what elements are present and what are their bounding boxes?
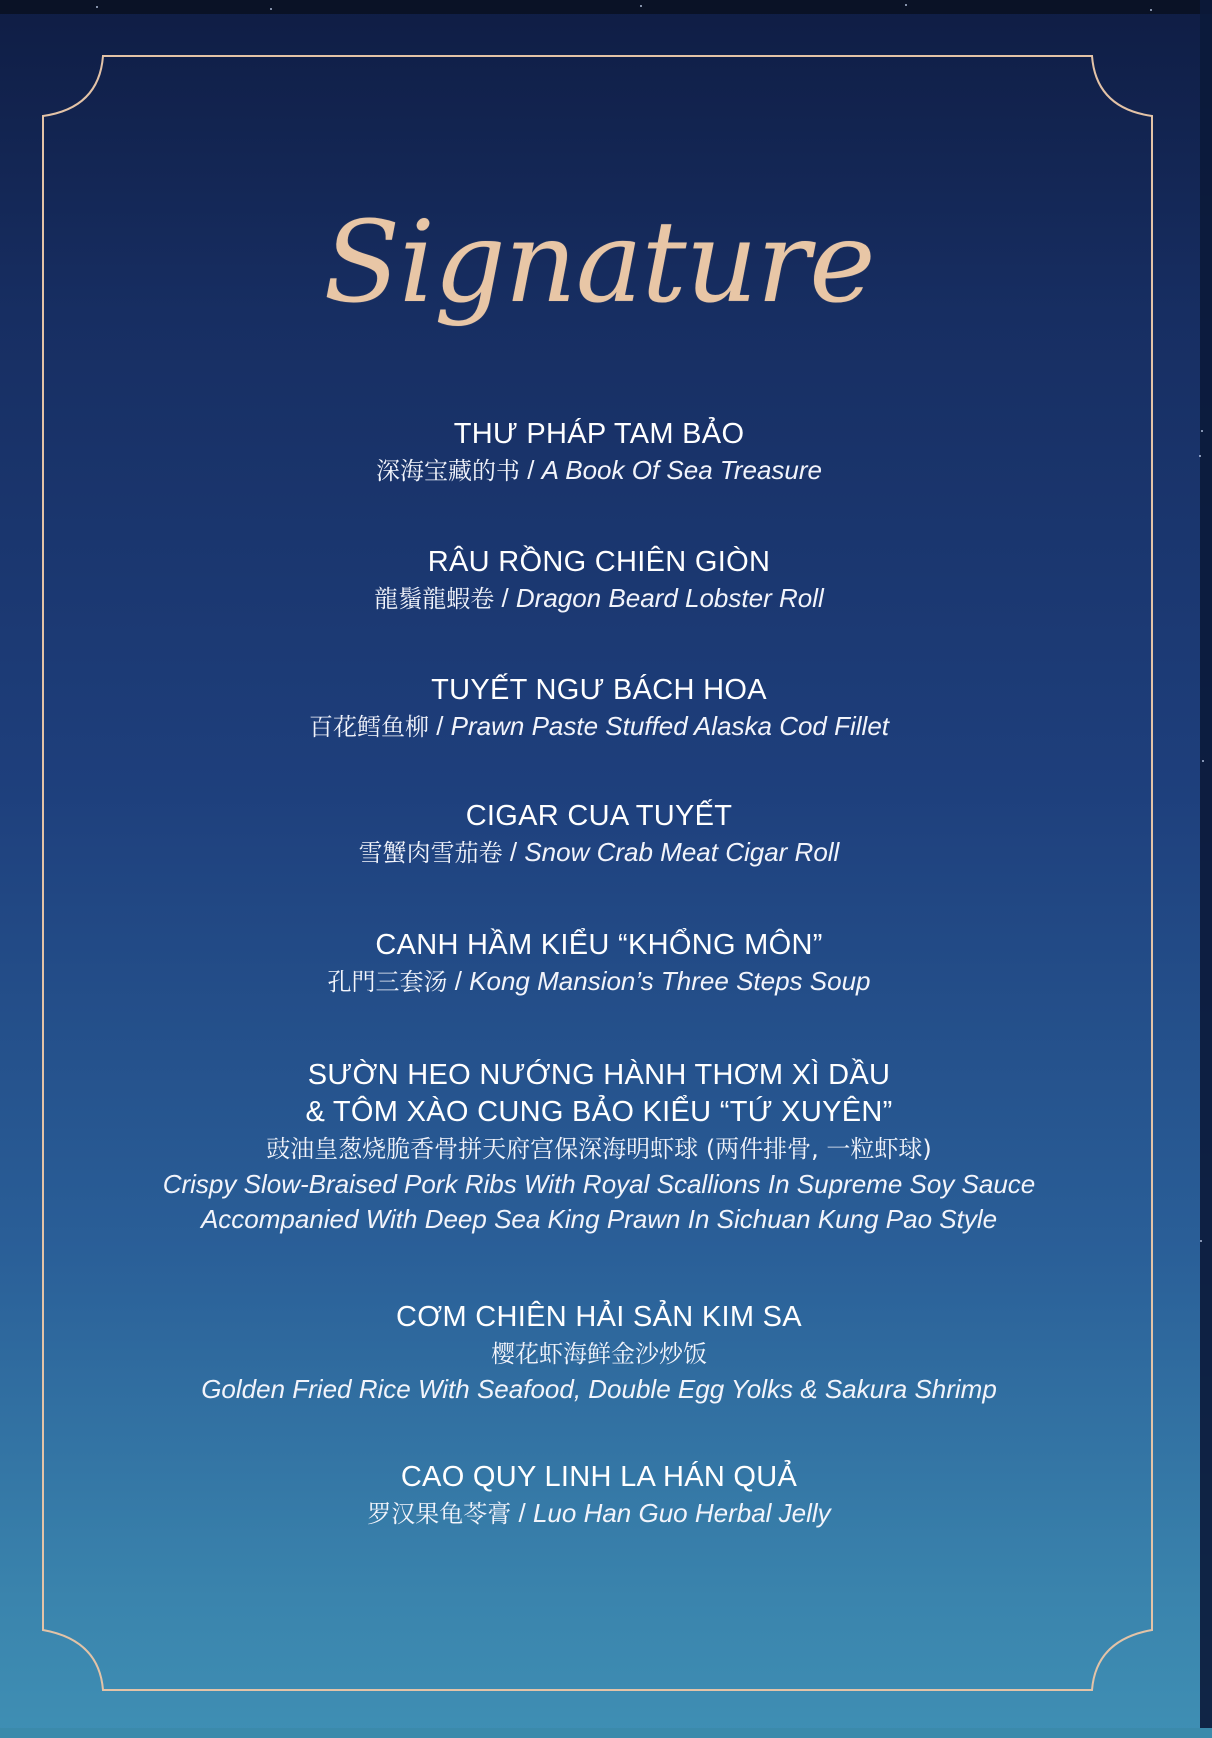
dish-name: TUYẾT NGƯ BÁCH HOA bbox=[431, 674, 767, 706]
separator: / bbox=[502, 837, 525, 867]
menu-item-3 bbox=[44, 672, 1154, 745]
dish-english-name: Dragon Beard Lobster Roll bbox=[515, 583, 824, 613]
dish-english-name: A Book Of Sea Treasure bbox=[541, 455, 823, 485]
dish-english-name-line-2: Accompanied With Deep Sea King Prawn In Sichuan Kung Pao Style bbox=[200, 1204, 998, 1234]
separator: / bbox=[494, 583, 516, 613]
dish-name: CƠM CHIÊN HẢI SẢN KIM SA bbox=[396, 1301, 802, 1333]
dish-english-name: Prawn Paste Stuffed Alaska Cod Fillet bbox=[450, 711, 890, 741]
dish-chinese-name: 孔門三套汤 bbox=[327, 968, 448, 996]
dish-translation bbox=[44, 964, 1154, 1000]
separator: / bbox=[428, 711, 451, 741]
dish-chinese-name: 龍鬚龍蝦卷 bbox=[374, 585, 495, 613]
separator: / bbox=[511, 1498, 533, 1528]
dish-chinese-name: 樱花虾海鲜金沙炒饭 bbox=[491, 1340, 707, 1368]
dish-english-name-line-1: Crispy Slow-Braised Pork Ribs With Royal Scallions In Supreme Soy Sauce bbox=[162, 1169, 1036, 1199]
menu-item-4 bbox=[44, 798, 1154, 871]
dish-translation bbox=[44, 1336, 1154, 1372]
dish-translation bbox=[44, 453, 1154, 489]
page-title: Signature bbox=[323, 198, 875, 328]
separator: / bbox=[447, 966, 470, 996]
dish-english-name: Kong Mansion’s Three Steps Soup bbox=[469, 966, 871, 996]
dish-name: RÂU RỒNG CHIÊN GIÒN bbox=[427, 546, 771, 578]
menu-item-6 bbox=[44, 1057, 1154, 1237]
dish-name: CAO QUY LINH LA HÁN QUẢ bbox=[400, 1461, 798, 1493]
dish-chinese-name: 深海宝藏的书 bbox=[375, 457, 520, 485]
dish-translation bbox=[44, 581, 1154, 617]
dish-name-line-2: & TÔM XÀO CUNG BẢO KIỂU “TỨ XUYÊN” bbox=[305, 1096, 893, 1128]
dish-chinese-name: 百花鳕鱼柳 bbox=[308, 713, 429, 741]
dish-translation bbox=[44, 1131, 1154, 1167]
dish-english-name: Snow Crab Meat Cigar Roll bbox=[524, 837, 840, 867]
dish-translation bbox=[44, 835, 1154, 871]
dish-name: CIGAR CUA TUYẾT bbox=[465, 800, 733, 832]
dish-english-name: Luo Han Guo Herbal Jelly bbox=[532, 1498, 831, 1528]
menu-item-2 bbox=[44, 544, 1154, 617]
menu-item-8 bbox=[44, 1459, 1154, 1532]
dish-english-name: Golden Fried Rice With Seafood, Double Egg Yolks & Sakura Shrimp bbox=[201, 1374, 997, 1404]
menu-item-1 bbox=[44, 416, 1154, 489]
dish-name: THƯ PHÁP TAM BẢO bbox=[453, 418, 745, 450]
separator: / bbox=[519, 455, 542, 485]
dish-name: CANH HẦM KIỂU “KHỔNG MÔN” bbox=[375, 929, 823, 961]
dish-chinese-name: 豉油皇葱烧脆香骨拼天府宫保深海明虾球 (两件排骨, 一粒虾球) bbox=[266, 1135, 932, 1163]
dish-translation bbox=[44, 709, 1154, 745]
dish-chinese-name: 雪蟹肉雪茄卷 bbox=[358, 839, 503, 867]
menu-item-7 bbox=[44, 1299, 1154, 1407]
menu-item-5 bbox=[44, 927, 1154, 1000]
dish-translation bbox=[44, 1496, 1154, 1532]
dish-name-line-1: SƯỜN HEO NƯỚNG HÀNH THƠM XÌ DẦU bbox=[307, 1059, 891, 1091]
dish-chinese-name: 罗汉果龟苓膏 bbox=[367, 1500, 512, 1528]
